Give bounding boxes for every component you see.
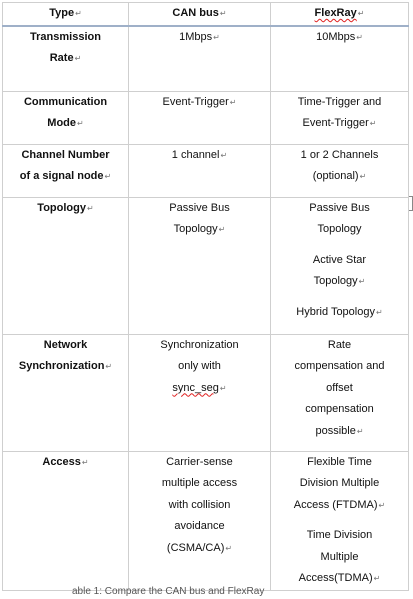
can-value-cell	[129, 144, 271, 197]
flexray-value-line: possible↵	[315, 424, 364, 437]
paragraph-mark-icon: ↵	[218, 225, 226, 234]
flexray-paragraph	[274, 452, 405, 517]
table-row	[3, 197, 409, 334]
row-label-cell	[3, 26, 129, 92]
header-cell-can	[129, 3, 271, 26]
flexray-value-line: Topology↵	[313, 275, 366, 287]
row-label-cell	[3, 334, 129, 451]
flexray-value-line: Flexible Time	[307, 455, 372, 468]
flexray-value-line: Access (FTDMA)↵	[293, 498, 386, 511]
can-value-cell	[129, 197, 271, 334]
paragraph-mark-icon: ↵	[357, 9, 365, 18]
paragraph-mark-icon: ↵	[86, 203, 94, 213]
can-value-line: 1Mbps↵	[179, 30, 220, 43]
can-value-line: with collision	[168, 498, 231, 511]
row-label-line: Transmission	[30, 30, 101, 43]
table-header-row	[3, 3, 409, 26]
paragraph-mark-icon: ↵	[225, 543, 233, 553]
flexray-value-cell	[271, 91, 409, 144]
can-value-line: Carrier-sense	[166, 455, 233, 468]
flexray-value-line: Hybrid Topology↵	[296, 305, 383, 318]
paragraph-mark-icon: ↵	[77, 119, 84, 128]
header-can-label: CAN bus	[172, 7, 219, 19]
row-label-cell	[3, 144, 129, 197]
flexray-value-line: 10Mbps↵	[316, 30, 363, 43]
row-label-line: Network	[43, 338, 88, 351]
can-value-line: only with	[178, 360, 221, 372]
paragraph-mark-icon: ↵	[375, 307, 383, 317]
header-cell-flexray	[271, 3, 409, 26]
can-value-line: Synchronization	[160, 338, 239, 351]
paragraph-mark-icon: ↵	[74, 54, 82, 63]
can-value-cell	[129, 91, 271, 144]
table-row	[3, 144, 409, 197]
can-value-cell	[129, 451, 271, 590]
table-row	[3, 91, 409, 144]
paragraph-mark-icon: ↵	[105, 362, 113, 371]
header-type-label: Type	[49, 7, 75, 19]
flexray-value-line: compensation	[305, 403, 374, 415]
row-label-line: Mode↵	[47, 117, 84, 129]
flexray-value-line: Division Multiple	[299, 477, 380, 489]
paragraph-mark-icon: ↵	[104, 172, 112, 181]
flexray-value-line: offset	[326, 381, 353, 394]
row-label-line: Channel Number	[21, 148, 110, 161]
can-value-line: Passive Bus	[169, 201, 230, 214]
can-value-cell	[129, 26, 271, 92]
table-row	[3, 26, 409, 92]
flexray-value-line: Event-Trigger↵	[302, 117, 377, 129]
paragraph-mark-icon: ↵	[378, 500, 386, 510]
flexray-value-line: Topology	[317, 223, 362, 235]
flexray-value-cell	[271, 451, 409, 590]
paragraph-mark-icon: ↵	[369, 119, 377, 128]
table-row	[3, 334, 409, 451]
row-label-cell	[3, 91, 129, 144]
flexray-paragraph	[274, 525, 405, 590]
row-label-line: Synchronization↵	[18, 360, 113, 372]
can-value-cell	[129, 334, 271, 451]
row-label-line: Topology↵	[37, 201, 94, 214]
paragraph-mark-icon: ↵	[373, 574, 381, 583]
row-label-line: Rate↵	[49, 52, 82, 64]
flexray-value-cell	[271, 26, 409, 92]
flexray-value-line: Active Star	[312, 253, 367, 266]
flexray-value-cell	[271, 334, 409, 451]
row-label-line: Access↵	[42, 455, 89, 468]
flexray-paragraph	[274, 302, 405, 324]
can-value-line: Topology↵	[173, 223, 226, 235]
flexray-value-line: Multiple	[320, 550, 359, 563]
can-value-line: Event-Trigger↵	[162, 95, 237, 108]
flexray-value-line: Passive Bus	[309, 201, 370, 214]
paragraph-mark-icon: ↵	[358, 277, 366, 286]
flexray-value-line: (optional)↵	[312, 170, 367, 182]
row-label-cell	[3, 197, 129, 334]
paragraph-mark-icon: ↵	[219, 383, 227, 393]
flexray-value-line: Rate	[327, 338, 352, 351]
can-value-line: avoidance	[174, 520, 225, 532]
flexray-value-line: Time-Trigger and	[297, 95, 382, 108]
flexray-value-line: Access(TDMA)↵	[298, 572, 381, 584]
flexray-paragraph	[274, 250, 405, 293]
paragraph-mark-icon: ↵	[220, 150, 228, 160]
paragraph-mark-icon: ↵	[81, 457, 89, 467]
can-value-line: 1 channel↵	[171, 148, 228, 161]
row-label-cell	[3, 451, 129, 590]
flexray-value-cell	[271, 197, 409, 334]
paragraph-mark-icon: ↵	[75, 9, 82, 18]
paragraph-mark-icon: ↵	[219, 9, 227, 18]
paragraph-mark-icon: ↵	[356, 426, 364, 436]
paragraph-mark-icon: ↵	[213, 32, 220, 42]
can-value-line: (CSMA/CA)↵	[166, 541, 233, 554]
flexray-value-cell	[271, 144, 409, 197]
flexray-paragraph	[274, 198, 405, 241]
table-row	[3, 451, 409, 590]
flexray-value-line: Time Division	[306, 529, 373, 541]
paragraph-mark-icon: ↵	[229, 97, 237, 107]
paragraph-mark-icon: ↵	[359, 172, 367, 181]
header-cell-type	[3, 3, 129, 26]
header-flexray-label: FlexRay	[314, 7, 357, 19]
row-label-line: Communication	[23, 95, 108, 108]
comparison-table	[2, 2, 409, 591]
paragraph-mark-icon: ↵	[356, 32, 363, 42]
table-edge-bracket	[409, 196, 413, 211]
table-caption: able 1: Compare the CAN bus and FlexRay	[72, 586, 265, 597]
row-label-line: of a signal node↵	[19, 170, 112, 182]
can-value-line: multiple access	[161, 477, 238, 489]
flexray-value-line: compensation and	[294, 360, 385, 372]
flexray-value-line: 1 or 2 Channels	[300, 148, 379, 161]
can-value-line: sync_seg↵	[172, 381, 227, 394]
